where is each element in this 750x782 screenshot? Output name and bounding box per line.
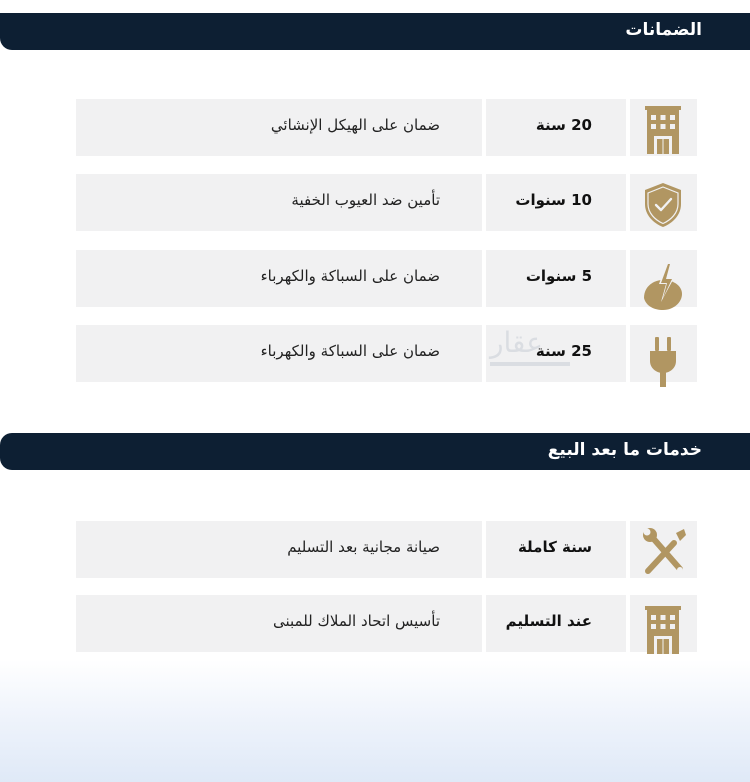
row-duration: 5 سنوات <box>525 267 592 285</box>
plug-icon <box>638 329 688 389</box>
electric-icon <box>638 254 688 310</box>
row-description: ضمان على الهيكل الإنشائي <box>270 116 440 134</box>
section-title: الضمانات <box>625 20 702 40</box>
table-row <box>76 595 697 652</box>
shield-check-icon <box>638 178 688 230</box>
table-row <box>76 174 697 231</box>
row-description: صيانة مجانية بعد التسليم <box>287 538 440 556</box>
after-sales-header <box>0 433 750 470</box>
row-description: تأسيس اتحاد الملاك للمبنى <box>272 612 440 630</box>
row-description: ضمان على السباكة والكهرباء <box>260 342 440 360</box>
table-row <box>76 99 697 156</box>
table-row <box>76 250 697 307</box>
table-row <box>76 325 697 382</box>
tools-icon <box>638 525 690 579</box>
row-duration: سنة كاملة <box>517 538 592 556</box>
row-duration: 25 سنة <box>535 342 592 360</box>
building-icon <box>638 599 688 659</box>
watermark-logo <box>480 320 580 380</box>
row-duration: 10 سنوات <box>515 191 592 209</box>
row-duration: عند التسليم <box>505 612 592 630</box>
table-row <box>76 521 697 578</box>
svg-text:عقار: عقار <box>490 326 543 359</box>
section-title: خدمات ما بعد البيع <box>547 440 702 460</box>
row-duration: 20 سنة <box>535 116 592 134</box>
row-description: ضمان على السباكة والكهرباء <box>260 267 440 285</box>
warranties-header <box>0 13 750 50</box>
building-icon <box>638 103 688 155</box>
row-description: تأمين ضد العيوب الخفية <box>291 191 440 209</box>
